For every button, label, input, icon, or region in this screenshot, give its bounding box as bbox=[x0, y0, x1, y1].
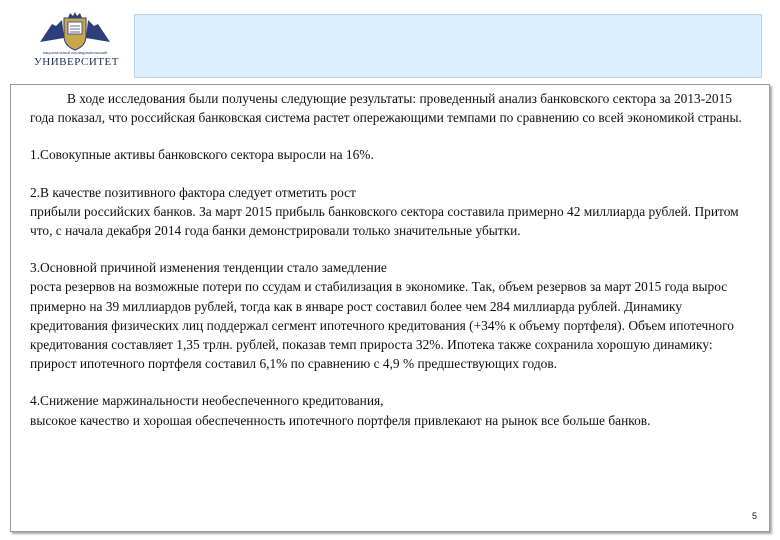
university-emblem-icon bbox=[34, 12, 116, 52]
logo-caption: национальный исследовательский bbox=[42, 51, 108, 55]
header-banner bbox=[134, 14, 762, 78]
point-2-body: прибыли российских банков. За март 2015 прибыль банковского сектора составила примерно 42 миллиарда рублей. Притом что, с начала декабря 2014 года банки демонстрировали только значительные убытки. bbox=[30, 203, 739, 239]
point-2-lead: 2.В качестве позитивного фактора следует отметить рост bbox=[30, 184, 356, 200]
point-1: 1.Совокупные активы банковского сектора выросли на 16%. bbox=[30, 147, 374, 163]
point-4-body: высокое качество и хорошая обеспеченность ипотечного портфеля привлекают на рынок все больше банков. bbox=[30, 412, 651, 428]
content-frame bbox=[10, 84, 770, 532]
point-3-body: роста резервов на возможные потери по ссудам и стабилизация в экономике. Так, объем резервов за март 2015 года вырос примерно на 39 миллиардов рублей, тогда как в январе рост составил более чем 284 миллиарда рублей. Динамику кредитования физических лиц поддержал сегмент ипотечного кредитования (+34% к объему портфеля). Объем ипотечного кредитования составляет 1,35 трлн. рублей, показав темп прироста 32%. Ипотека также сохранила хорошую динамику: прирост ипотечного портфеля составил 6,1% по сравнению с 4,9 % предшествующих годов. bbox=[30, 279, 734, 372]
page-number: 5 bbox=[751, 511, 757, 521]
point-4-lead: 4.Снижение маржинальности необеспеченного кредитования, bbox=[30, 393, 384, 409]
intro-paragraph: В ходе исследования были получены следующие результаты: проведенный анализ банковского сектора за 2013-2015 года показал, что российская банковская система растет опережающими темпами по сравнению со всей экономикой страны. bbox=[30, 91, 742, 126]
point-3-lead: 3.Основной причиной изменения тенденции стало замедление bbox=[30, 260, 387, 276]
university-logo bbox=[34, 12, 119, 78]
content-text bbox=[30, 89, 752, 430]
logo-wordmark: УНИВЕРСИТЕТ bbox=[34, 56, 119, 68]
